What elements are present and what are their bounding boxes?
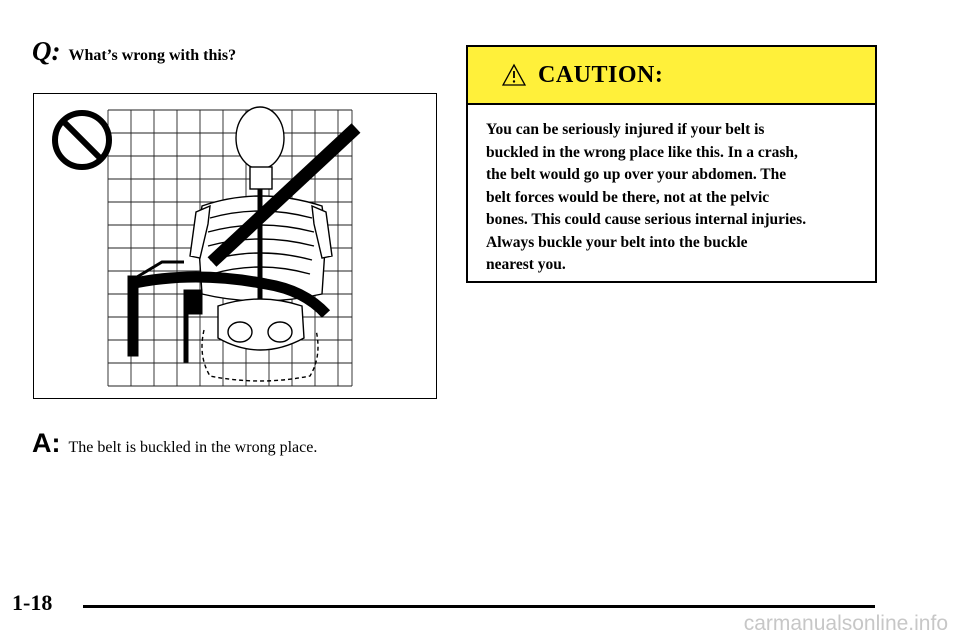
answer-label: A: xyxy=(32,428,61,458)
page-number: 1-18 xyxy=(12,590,53,615)
caution-line: You can be seriously injured if your belt is xyxy=(486,121,765,138)
watermark: carmanualsonline.info xyxy=(743,612,948,635)
answer-text: The belt is buckled in the wrong place. xyxy=(68,439,318,456)
footer-rule xyxy=(83,605,875,608)
caution-title: CAUTION: xyxy=(538,61,664,88)
answer-line xyxy=(32,428,317,459)
caution-box xyxy=(466,45,877,283)
caution-line: belt forces would be there, not at the pelvic xyxy=(486,188,770,206)
caution-header xyxy=(468,47,875,105)
caution-line: buckled in the wrong place like this. In a crash, xyxy=(486,143,798,161)
seatbelt-illustration xyxy=(34,94,435,397)
caution-line: bones. This could cause serious internal injuries. xyxy=(486,211,807,228)
question-line xyxy=(32,36,236,67)
caution-line: the belt would go up over your abdomen. The xyxy=(486,166,787,183)
caution-line: Always buckle your belt into the buckle xyxy=(486,233,748,251)
question-text: What’s wrong with this? xyxy=(68,47,237,64)
illustration-frame xyxy=(33,93,437,399)
question-label: Q: xyxy=(32,36,61,66)
caution-line: nearest you. xyxy=(486,256,566,273)
warning-triangle-icon xyxy=(502,63,526,87)
prohibition-icon xyxy=(55,113,109,167)
caution-body xyxy=(468,105,875,277)
